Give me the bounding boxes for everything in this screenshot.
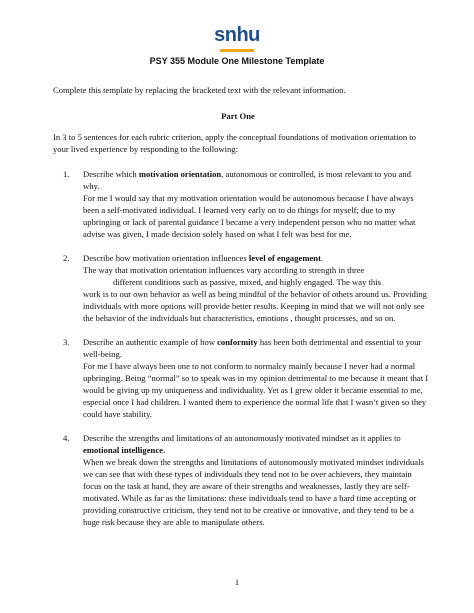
question-text: Describe an authentic example of how conformity has been both detrimental and essential to your well-being. <box>83 337 422 359</box>
question-keyword: level of engagement <box>248 253 321 263</box>
question-number: 2. <box>63 253 70 263</box>
document-title: PSY 355 Module One Milestone Template <box>149 56 325 66</box>
instruction-text: In 3 to 5 sentences for each rubric criterion, apply the conceptual foundations of motivation orientation to your lived experience by responding to the following: <box>53 132 416 154</box>
question-text: Describe which motivation orientation, autonomous or controlled, is most relevant to you and why. <box>83 169 411 191</box>
question-number: 4. <box>63 433 70 443</box>
snhu-logo <box>0 25 474 52</box>
question-item-1 <box>53 168 429 240</box>
intro-text: Complete this template by replacing the bracketed text with the relevant information. <box>53 85 346 95</box>
answer-text: When we break down the strengths and limitations of autonomously motivated mindset individuals we can see that with these types of individuals they tend not to be over achievers, they maintain focus on the task at hand, they are aware of their strengths and weaknesses, lastly they are self-motivated. While as far as the limitations: these individuals tend to have a hard time accepting or providing constructive criticism, they tend not to be creative or innovative, and they tend to be a huge risk because they are able to manipulate others. <box>83 457 424 527</box>
question-keyword: emotional intelligence. <box>83 445 166 455</box>
answer-text: For me I have always been one to not conform to normalcy mainly because I never had a normal upbringing. Being “normal” so to speak was in my opinion detrimental to me because it meant that I would be giving up my uniqueness and individuality. Yet as I grew older it became essential to me, especial once I had children. I wanted them to experience the normal life that I wasn’t given so they could have stability. <box>83 361 429 419</box>
question-text: Describe how motivation orientation influences level of engagement. <box>83 253 324 263</box>
question-item-4 <box>53 432 429 528</box>
question-number: 1. <box>63 169 70 179</box>
question-item-2 <box>53 252 429 324</box>
logo-text: snhu <box>214 24 260 46</box>
question-item-3 <box>53 336 429 420</box>
question-text: Describe the strengths and limitations of an autonomously motivated mindset as it applies to emotional intelligence. <box>83 433 401 455</box>
question-list <box>53 168 429 528</box>
logo-underline <box>220 49 254 52</box>
question-keyword: conformity <box>217 337 258 347</box>
question-number: 3. <box>63 337 70 347</box>
page-number: 1 <box>234 577 240 587</box>
answer-text: For me I would say that my motivation orientation would be autonomous because I have always been a self-motivated individual. I learned very early on to do things for myself; due to my upbringing or lack of parental guidance I became a very independent person who no matter what advise was given, I made decision solely based on what I felt was best for me. <box>83 193 416 239</box>
question-keyword: motivation orientation <box>138 169 222 179</box>
part-heading: Part One <box>221 111 255 121</box>
answer-text: The way that motivation orientation influences vary according to strength in three different conditions such as passive, mixed, and highly engaged. The way this work is to our own behavior as well as being mindful of the behavior of others around us. Providing individuals with more options will provide better results. Keeping in mind that we will not only see the behavior of the individuals but characteristics, emotions , thought processes, and so on. <box>83 265 427 323</box>
